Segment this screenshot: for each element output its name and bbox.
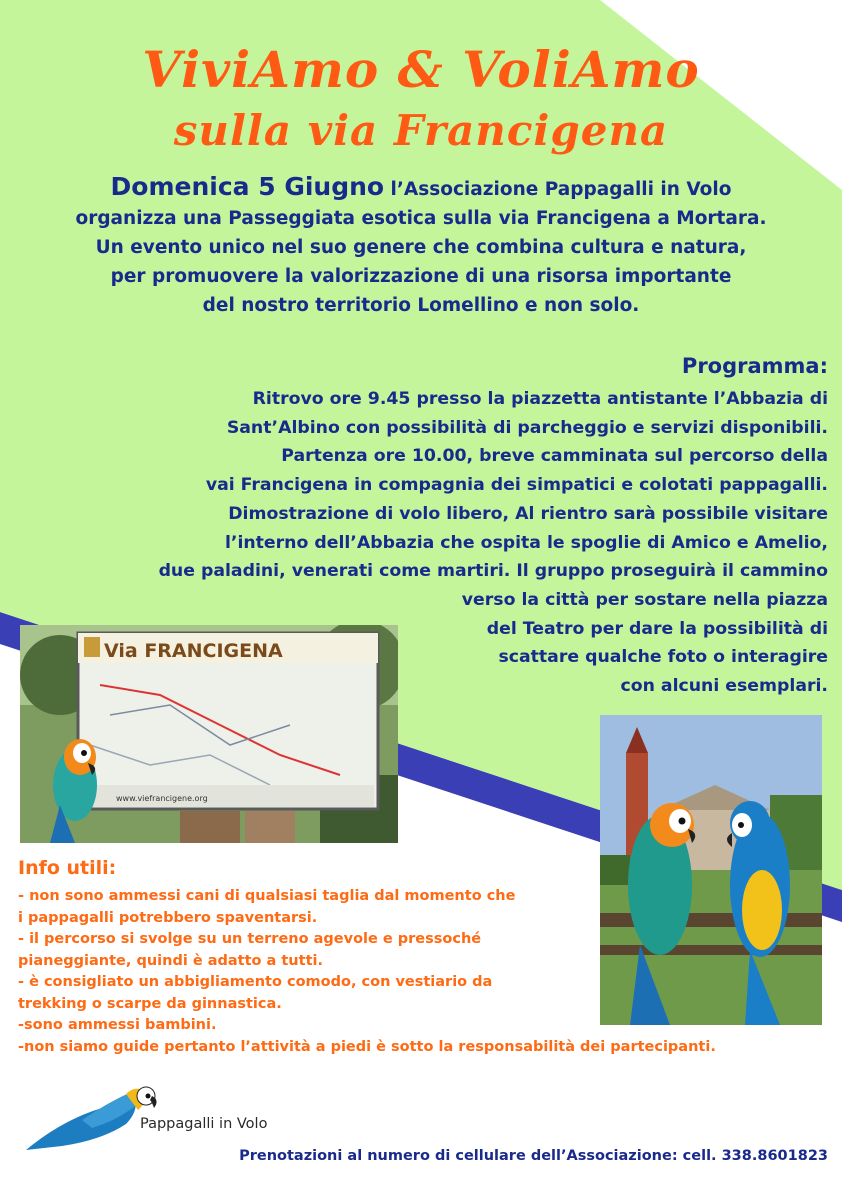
program-line: del Teatro per dare la possibilità di: [486, 618, 828, 639]
info-line: pianeggiante, quindi è adatto a tutti.: [18, 952, 323, 969]
sign-url: www.viefrancigene.org: [116, 794, 208, 803]
info-line: - il percorso si svolge su un terreno agevole e pressoché: [18, 931, 482, 947]
info-line: - è consigliato un abbigliamento comodo, con vestiario da: [18, 974, 493, 990]
event-date: Domenica 5 Giugno: [110, 172, 385, 201]
program-line: Partenza ore 10.00, breve camminata sul percorso della: [281, 446, 828, 467]
program-line: vai Francigena in compagnia dei simpatici e colotati pappagalli.: [205, 475, 828, 496]
info-line: -non siamo guide pertanto l’attività a piedi è sotto la responsabilità dei partecipanti.: [18, 1038, 716, 1055]
program-line: con alcuni esemplari.: [620, 676, 828, 697]
booking-footer: Prenotazioni al numero di cellulare dell’Associazione: cell. 338.8601823: [239, 1148, 828, 1164]
program-line: due paladini, venerati come martiri. Il gruppo proseguirà il cammino: [158, 561, 828, 582]
title-line-1: ViviAmo & VoliAmo: [142, 40, 700, 99]
intro-text: [20, 172, 822, 320]
sign-title: Via FRANCIGENA: [104, 640, 283, 662]
intro-line-1: [20, 172, 822, 204]
program-line: scattare qualche foto o interagire: [498, 647, 828, 668]
intro-line: del nostro territorio Lomellino e non solo.: [202, 295, 640, 316]
intro-organizer: l’Associazione Pappagalli in Volo: [384, 179, 732, 200]
intro-line: Un evento unico nel suo genere che combina cultura e natura,: [95, 237, 747, 258]
info-line: i pappagalli potrebbero spaventarsi.: [18, 909, 318, 926]
intro-line: per promuovere la valorizzazione di una risorsa importante: [110, 266, 732, 287]
info-line: -sono ammessi bambini.: [18, 1017, 217, 1033]
program-line: Dimostrazione di volo libero, Al rientro sarà possibile visitare: [228, 503, 828, 524]
program-line: l’interno dell’Abbazia che ospita le spoglie di Amico e Amelio,: [224, 532, 828, 553]
photo-francigena-sign: [20, 625, 398, 843]
info-line: trekking o scarpe da ginnastica.: [18, 995, 282, 1012]
intro-line: organizza una Passeggiata esotica sulla via Francigena a Mortara.: [75, 208, 767, 229]
photo-francigena-sign-illustration: [20, 625, 398, 843]
logo-name: Pappagalli in Volo: [140, 1116, 268, 1132]
program-line: Ritrovo ore 9.45 presso la piazzetta antistante l’Abbazia di: [252, 389, 828, 409]
title-line-2: sulla via Francigena: [173, 106, 669, 155]
program-line: Sant’Albino con possibilità di parcheggio e servizi disponibili.: [226, 417, 828, 438]
info-line: - non sono ammessi cani di qualsiasi taglia dal momento che: [18, 888, 516, 904]
program-title: Programma:: [681, 354, 828, 378]
info-title: Info utili:: [18, 857, 117, 879]
info-list: [18, 886, 716, 1058]
program-line: verso la città per sostare nella piazza: [461, 589, 828, 610]
